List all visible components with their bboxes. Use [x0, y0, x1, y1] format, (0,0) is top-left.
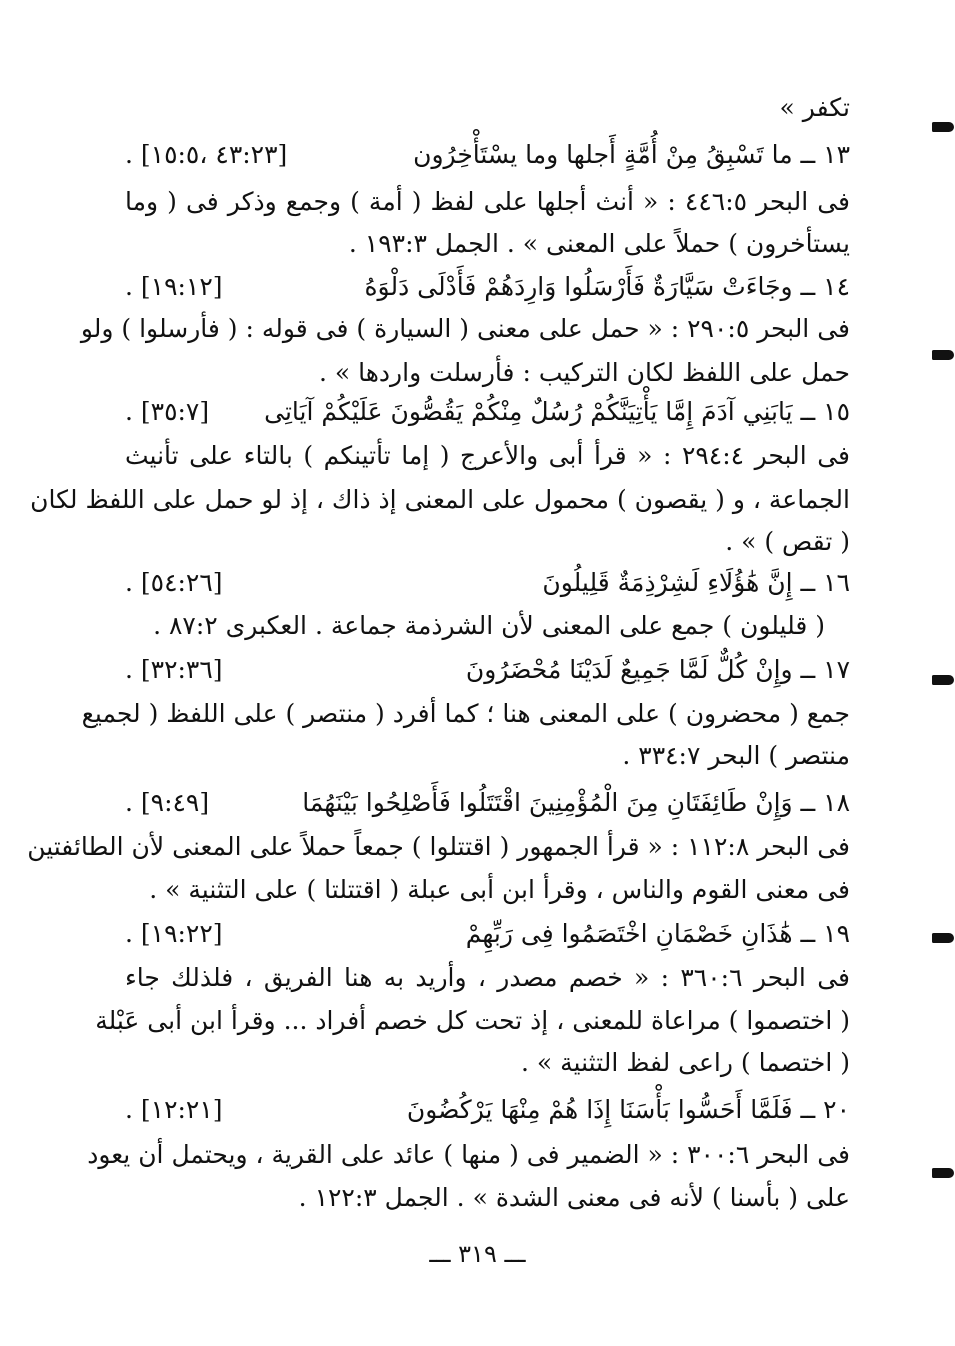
margin-marker: [932, 122, 954, 132]
text-line: فى البحر ٣٦٠:٦ : « خصم مصدر ، وأريد به هنا الفريق ، فلذلك جاء: [125, 963, 850, 992]
verse-line: [125, 914, 850, 954]
text-line: جمع ( محضرون ) على المعنى هنا ؛ كما أفرد ( منتصر ) على اللفظ ( لجميع: [81, 699, 850, 728]
verse-reference: . [٤٣:٢٣ ،١٥:٥]: [125, 140, 288, 169]
verse-reference: . [٥٤:٢٦]: [125, 568, 223, 597]
verse-text: ١٧ ــ وإِنْ كُلٌّ لَمَّا جَمِيعٌ لَدَيْنَا مُحْضَرُونَ: [465, 655, 850, 684]
verse-text: ١٦ ــ إِنَّ هَٰؤُلَاءِ لَشِرْذِمَةٌ قَلِيلُونَ: [542, 568, 850, 597]
text-line: منتصر ) البحر ٣٣٤:٧ .: [622, 741, 850, 770]
verse-text: ١٣ ــ ما تَسْبِقُ مِنْ أُمَّةٍ أَجلها وما يسْتَأْخِرُون: [413, 140, 850, 169]
margin-marker: [932, 350, 954, 360]
verse-reference: . [١٩:٢٢]: [125, 919, 223, 948]
text-line: على ( بأسنا ) لأنه فى معنى الشدة » . الجمل ١٢٢:٣ .: [298, 1183, 850, 1212]
text-line: ( تقص ) » .: [725, 527, 850, 556]
verse-text: ١٤ ــ وجَاءَتْ سَيَّارَةٌ فَأَرْسَلُوا وَارِدَهُمْ فَأَدْلَى دَلْوَهُ: [364, 272, 850, 301]
verse-line: [125, 650, 850, 690]
verse-reference: . [٣٥:٧]: [125, 397, 210, 426]
text-line: حمل على اللفظ لكان التركيب : فأرسلت واردها » .: [318, 358, 850, 387]
text-line: تكفر »: [779, 93, 850, 122]
text-line: ( اختصما ) راعى لفظ التثنية » .: [521, 1048, 850, 1077]
verse-text: ٢٠ ــ فَلَمَّا أَحَسُّوا بَأْسَنَا إِذَا هُمْ مِنْهَا يَرْكُضُونَ: [406, 1095, 850, 1124]
margin-marker: [932, 933, 954, 943]
verse-line: [125, 267, 850, 307]
verse-text: ١٨ ــ وَإِنْ طَائِفَتَانِ مِنَ الْمُؤْمِنِينَ اقْتَتَلُوا فَأَصْلِحُوا بَيْنَهُمَا: [302, 788, 850, 817]
verse-line: [125, 392, 850, 432]
text-line: ( اختصموا ) مراعاة للمعنى ، إذ تحت كل خصم أفراد ... وقرأ ابن أبى عَبْلة: [95, 1006, 850, 1035]
text-line: فى البحر ٤٤٦:٥ : « أنث أجلها على لفظ ( أمة ) وجمع وذكر فى ( وما: [125, 187, 850, 216]
margin-marker: [932, 1168, 954, 1178]
verse-reference: . [١٩:١٢]: [125, 272, 223, 301]
text-line: ( قليلون ) جمع على المعنى لأن الشرذمة جماعة . العكبرى ٨٧:٢ .: [153, 611, 825, 640]
text-line: الجماعة ، و ( يقصون ) محمول على المعنى إذ ذاك ، إذ لو حمل على اللفظ لكان: [30, 485, 850, 514]
text-line: يستأخرون ) حملاً على المعنى » . الجمل ١٩٣:٣ .: [348, 229, 850, 258]
text-line: فى البحر ٣٠٠:٦ : « الضمير فى ( منها ) عائد على القرية ، ويحتمل أن يعود: [87, 1140, 850, 1169]
text-line: فى البحر ٢٩٤:٤ : « قرأ أبى والأعرج ( إما تأتينكم ) بالتاء على تأنيث: [125, 441, 850, 470]
verse-reference: . [٣٢:٣٦]: [125, 655, 223, 684]
text-line: فى البحر ١١٢:٨ : « قرأ الجمهور ( اقتتلوا ) جمعاً حملاً على المعنى لأن الطائفتين: [27, 832, 850, 861]
verse-reference: . [١٢:٢١]: [125, 1095, 223, 1124]
margin-marker: [932, 675, 954, 685]
page-number: ـــ ٣١٩ ـــ: [429, 1240, 526, 1268]
verse-line: [125, 1090, 850, 1130]
verse-text: ١٩ ــ هَٰذَانِ خَصْمَانِ اخْتَصَمُوا فِى رَبِّهِمْ: [465, 919, 850, 948]
text-line: فى معنى القوم والناس ، وقرأ ابن أبى عبلة ( اقتتلتا ) على التثنية » .: [149, 875, 850, 904]
verse-line: [125, 135, 850, 175]
verse-text: ١٥ ــ يَابَنِي آدَمَ إِمَّا يَأْتِيَنَّكُمْ رُسُلٌ مِنْكُمْ يَقُصُّونَ عَلَيْكُمْ آيَاتِى: [264, 397, 850, 426]
verse-line: [125, 783, 850, 823]
verse-reference: . [٩:٤٩]: [125, 788, 210, 817]
verse-line: [125, 563, 850, 603]
text-line: فى البحر ٢٩٠:٥ : « حمل على معنى ( السيارة ) فى قوله : ( فأرسلوا ) ولو: [80, 314, 850, 343]
